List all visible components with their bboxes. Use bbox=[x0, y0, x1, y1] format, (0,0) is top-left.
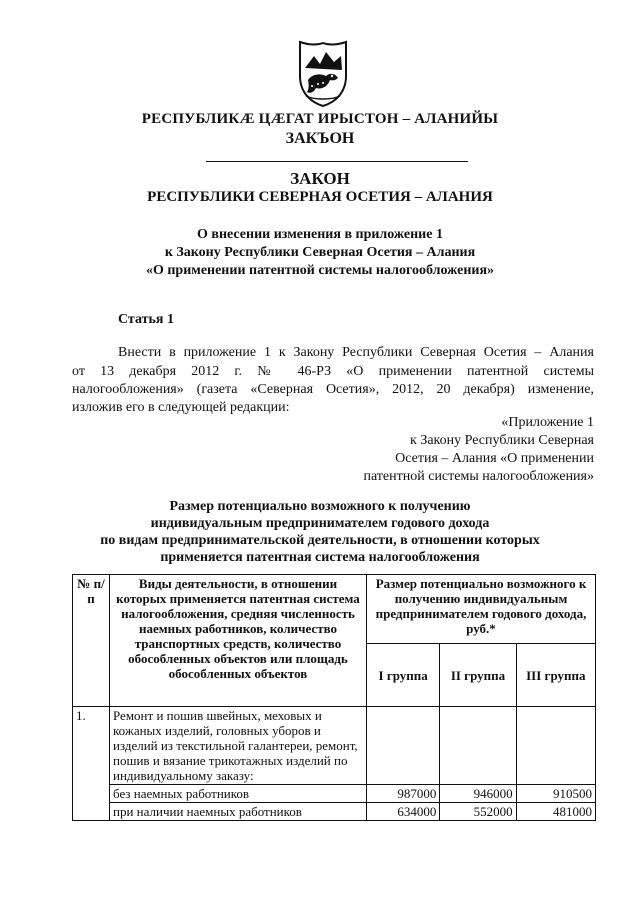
article-line-wrap bbox=[72, 382, 594, 398]
table-title-line: Размер потенциально возможного к получению bbox=[169, 499, 471, 514]
article-heading: Статья 1 bbox=[118, 312, 174, 327]
header-group-3: III группа bbox=[516, 644, 595, 707]
table-title-line: применяется патентная система налогообложения bbox=[160, 550, 480, 565]
appendix-ref-line: к Закону Республики Северная bbox=[410, 433, 594, 448]
appendix-ref-line: «Приложение 1 bbox=[501, 415, 594, 430]
article-line: налогообложения» (газета «Северная Осетия», 2012, 20 декабря) изменение, bbox=[72, 382, 594, 397]
ossetian-law-heading: ЗАКЪОН bbox=[285, 130, 355, 147]
table-subrow bbox=[73, 803, 596, 821]
row-activity: Ремонт и пошив швейных, меховых и кожаных изделий, головных уборов и изделий из текстильной галантереи, ремонт, пошив и вязание трикотажных изделий по индивидуальному заказу: bbox=[110, 707, 367, 785]
subrow-label: без наемных работников bbox=[110, 785, 367, 803]
value-cell: 481000 bbox=[516, 803, 595, 821]
article-line: изложив его в следующей редакции: bbox=[72, 400, 290, 415]
title-line: «О применении патентной системы налогообложения» bbox=[145, 263, 495, 278]
appendix-ref-line: Осетия – Алания «О применении bbox=[395, 451, 594, 466]
coat-of-arms-emblem bbox=[296, 40, 350, 108]
ossetian-republic-heading: РЕСПУБЛИКÆ ЦÆГАТ ИРЫСТОН – АЛАНИЙЫ bbox=[141, 111, 499, 127]
row-number: 1. bbox=[73, 707, 110, 821]
empty-cell bbox=[440, 707, 516, 785]
article-line-wrap bbox=[72, 364, 594, 380]
empty-cell bbox=[367, 707, 440, 785]
value-cell: 552000 bbox=[440, 803, 516, 821]
republic-heading: РЕСПУБЛИКИ СЕВЕРНАЯ ОСЕТИЯ – АЛАНИЯ bbox=[147, 189, 493, 205]
table-title-line: индивидуальным предпринимателем годового дохода bbox=[150, 516, 490, 531]
article-line bbox=[118, 345, 594, 361]
table-subrow bbox=[73, 785, 596, 803]
title-line: к Закону Республики Северная Осетия – Алания bbox=[164, 245, 476, 260]
header-divider bbox=[206, 161, 468, 162]
header-income: Размер потенциально возможного к получению индивидуальным предпринимателем годового дохода, руб.* bbox=[367, 575, 596, 644]
table-title-line: по видам предпринимательской деятельности, в отношении которых bbox=[100, 533, 540, 548]
header-group-2: II группа bbox=[440, 644, 516, 707]
value-cell: 987000 bbox=[367, 785, 440, 803]
appendix-ref-line: патентной системы налогообложения» bbox=[363, 469, 594, 484]
empty-cell bbox=[516, 707, 595, 785]
table-row bbox=[73, 707, 596, 785]
article-line: Внести в приложение 1 к Закону Республики Северная Осетия – Алания bbox=[118, 345, 594, 360]
value-cell: 634000 bbox=[367, 803, 440, 821]
table-header-row bbox=[73, 575, 596, 644]
title-line: О внесении изменения в приложение 1 bbox=[197, 227, 443, 242]
subrow-label: при наличии наемных работников bbox=[110, 803, 367, 821]
header-number: № п/п bbox=[73, 575, 110, 707]
value-cell: 946000 bbox=[440, 785, 516, 803]
header-group-1: I группа bbox=[367, 644, 440, 707]
value-cell: 910500 bbox=[516, 785, 595, 803]
article-line: от 13 декабря 2012 г. № 46-РЗ «О применении патентной системы bbox=[72, 364, 594, 379]
header-activity: Виды деятельности, в отношении которых применяется патентная система налогообложения, средняя численность наемных работников, количество транспортных средств, количество обособленных объектов или площадь обособленных объектов bbox=[110, 575, 367, 707]
income-table bbox=[72, 574, 596, 821]
law-heading: ЗАКОН bbox=[290, 169, 350, 188]
